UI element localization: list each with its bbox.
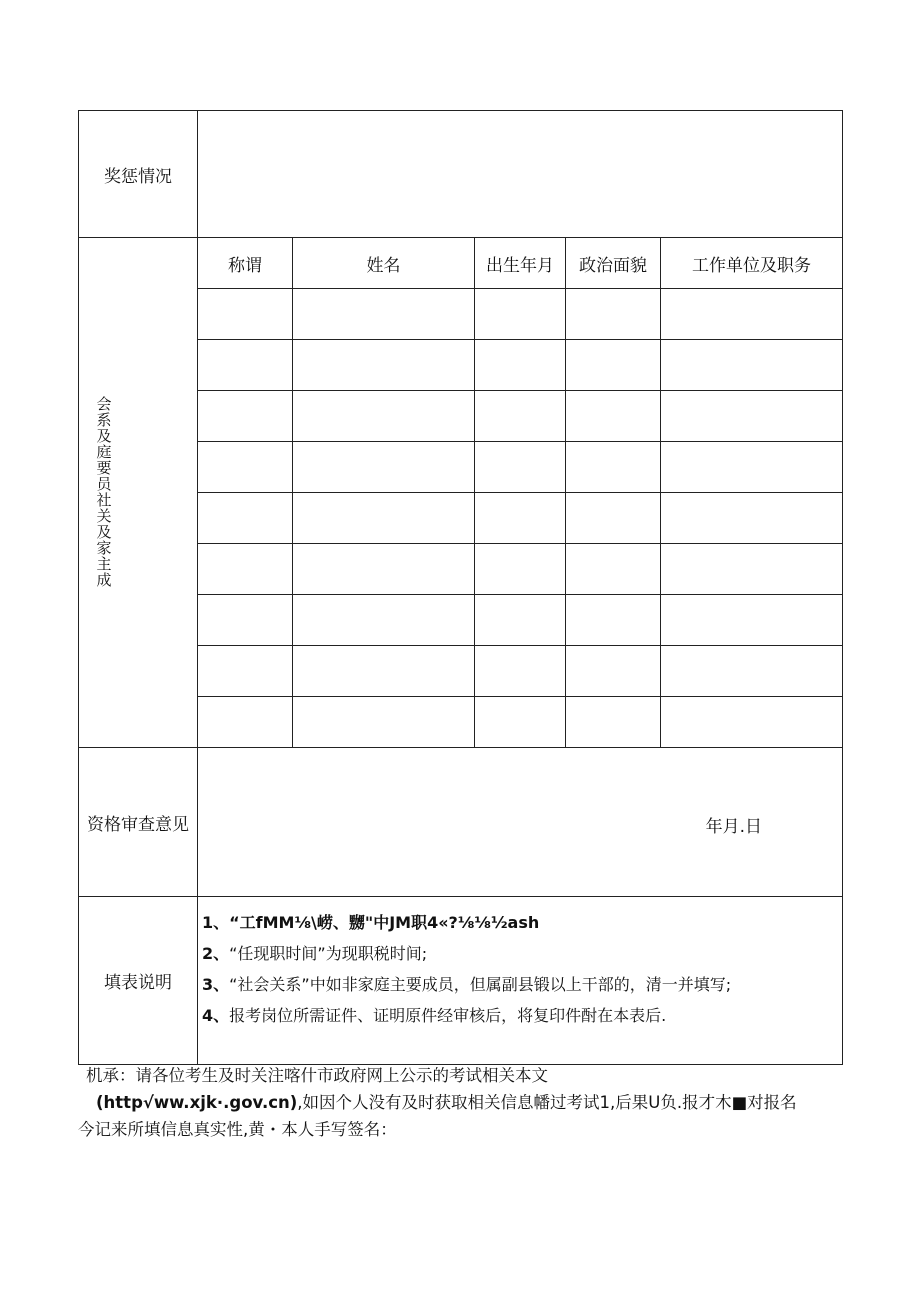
footer-line-3: 今记来所填信息真实性,黄・本人手写签名：: [78, 1120, 397, 1139]
note-item-4: [202, 1000, 838, 1031]
table-cell[interactable]: [198, 289, 293, 340]
table-cell[interactable]: [661, 544, 843, 595]
table-cell[interactable]: [198, 391, 293, 442]
table-cell[interactable]: [475, 391, 566, 442]
notes-label: 填表说明: [79, 897, 198, 1065]
note-number: 3、: [202, 975, 230, 994]
footer-line-2: [78, 1089, 858, 1116]
note-text: 报考岗位所需证件、证明原件经审核后，将复印件酎在本表后.: [229, 1006, 667, 1025]
table-cell[interactable]: [661, 340, 843, 391]
footer-line-1: 机承：请各位考生及时关注喀什市政府网上公示的考试相关本文: [86, 1066, 548, 1085]
table-cell[interactable]: [293, 289, 475, 340]
table-cell[interactable]: [293, 595, 475, 646]
table-cell[interactable]: [293, 493, 475, 544]
table-cell[interactable]: [293, 442, 475, 493]
table-cell[interactable]: [566, 697, 661, 748]
table-cell[interactable]: [475, 340, 566, 391]
col-header-title: 称谓: [198, 238, 293, 289]
table-cell[interactable]: [475, 544, 566, 595]
table-cell[interactable]: [198, 544, 293, 595]
footer-url: (http√ww.xjk∙.gov.cn): [96, 1093, 298, 1112]
table-cell[interactable]: [661, 646, 843, 697]
table-cell[interactable]: [293, 340, 475, 391]
review-date: 年月.日: [705, 817, 763, 837]
registration-form-table: [78, 110, 843, 1065]
note-item-3: [202, 969, 838, 1000]
footer-statement: [78, 1062, 858, 1143]
table-cell[interactable]: [293, 646, 475, 697]
notes-cell: [198, 897, 843, 1065]
table-cell[interactable]: [475, 646, 566, 697]
table-cell[interactable]: [566, 289, 661, 340]
table-cell[interactable]: [198, 595, 293, 646]
note-text: “任现职时间”为现职税时间;: [229, 944, 428, 963]
table-cell[interactable]: [661, 595, 843, 646]
col-header-name: 姓名: [293, 238, 475, 289]
table-cell[interactable]: [198, 646, 293, 697]
table-cell[interactable]: [475, 595, 566, 646]
table-cell[interactable]: [661, 391, 843, 442]
table-cell[interactable]: [198, 442, 293, 493]
family-label: 会系及庭要员社关及家主成: [96, 394, 112, 589]
table-cell[interactable]: [293, 391, 475, 442]
note-text: “社会关系”中如非家庭主要成员，但属副县锻以上干部的，清一并填写;: [229, 975, 732, 994]
award-label: 奖惩情况: [79, 111, 198, 238]
note-number: 2、: [202, 944, 230, 963]
table-cell[interactable]: [661, 289, 843, 340]
note-text: “工fMM⅛\崂、嬲"中JM职4«?⅛⅛½ash: [229, 913, 540, 932]
review-label: 资格审查意见: [79, 748, 198, 897]
table-cell[interactable]: [566, 442, 661, 493]
table-cell[interactable]: [566, 544, 661, 595]
table-cell[interactable]: [475, 442, 566, 493]
col-header-work: 工作单位及职务: [661, 238, 843, 289]
note-number: 1、: [202, 913, 230, 932]
note-item-2: [202, 938, 838, 969]
table-cell[interactable]: [566, 493, 661, 544]
col-header-birth: 出生年月: [475, 238, 566, 289]
review-input-cell[interactable]: [198, 748, 843, 897]
award-input-cell[interactable]: [198, 111, 843, 238]
note-item-1: [202, 907, 838, 938]
table-cell[interactable]: [475, 289, 566, 340]
table-cell[interactable]: [198, 697, 293, 748]
family-label-cell: [79, 238, 198, 748]
table-cell[interactable]: [198, 340, 293, 391]
table-cell[interactable]: [566, 340, 661, 391]
footer-line-2-text: ,如因个人没有及时获取相关信息幡过考试1,后果U负.报才木■对报名: [297, 1093, 797, 1112]
table-cell[interactable]: [566, 646, 661, 697]
table-cell[interactable]: [661, 493, 843, 544]
note-number: 4、: [202, 1006, 230, 1025]
table-cell[interactable]: [475, 493, 566, 544]
table-cell[interactable]: [475, 697, 566, 748]
table-cell[interactable]: [198, 493, 293, 544]
table-cell[interactable]: [293, 697, 475, 748]
table-cell[interactable]: [661, 697, 843, 748]
table-cell[interactable]: [566, 595, 661, 646]
table-cell[interactable]: [293, 544, 475, 595]
table-cell[interactable]: [566, 391, 661, 442]
table-cell[interactable]: [661, 442, 843, 493]
col-header-political: 政治面貌: [566, 238, 661, 289]
